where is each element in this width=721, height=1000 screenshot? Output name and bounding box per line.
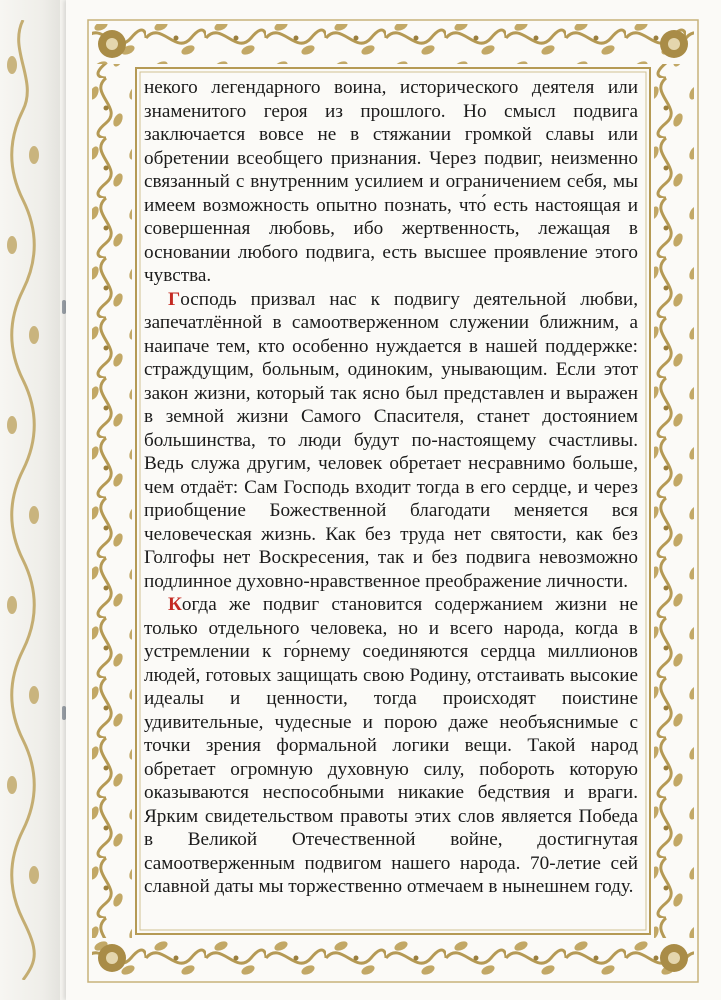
ornament-vine-left-icon (6, 20, 40, 980)
body-text (144, 76, 638, 899)
document-page (66, 0, 721, 1000)
drop-initial: Г (168, 288, 181, 310)
previous-page-edge (0, 0, 60, 1000)
paragraph-3 (144, 593, 638, 899)
paragraph-1-text: некого легендарного воина, исторического деятеля или знаменитого героя из прошлого. Но смысл подвига заключается вовсе не в стяжании громкой славы или обретении всеобщего признания. Через подвиг, неизменно связанный с внутренним усилием и ограничением себя, мы имеем возможность опытно познать, что́ есть настоящая и совершенная любовь, ибо жертвенность, лежащая в основании любого подвига, есть высшее проявление этого чувства. (144, 77, 638, 286)
drop-initial: К (168, 594, 182, 615)
paragraph-3-text: огда же подвиг становится содержанием жизни не только отдельного человека, но и всего народа, когда в устремлении к го́рнему соединяются сердца миллионов людей, готовых защищать свою Родину, отстаивать высокие идеалы и ценности, тогда происходят поистине удивительные, чудесные и порою даже необъяснимые с точки зрения формальной логики вещи. Такой народ обретает огромную духовную силу, побороть которую оказываются неспособными никакие бедствия и враги. Ярким свидетельством правоты этих слов является Победа в Великой Отечественной войне, достигнутая самоотверженным подвигом нашего народа. 70-летие сей славной даты мы торжественно отмечаем в нынешнем году. (144, 594, 638, 897)
paragraph-2-text: осподь призвал нас к подвигу деятельной любви, запечатлённой в самоотверженном служении ближним, а наипаче тем, кто особенно нуждается в нашей поддержке: страждущим, больным, одиноким, унывающим. Если этот закон жизни, который так ясно был представлен и выражен в земной жизни Самого Спасителя, станет достоянием большинства, то люди будут по-настоящему счастливы. Ведь служа другим, человек обретает несравнимо больше, чем отдаёт: Сам Господь входит тогда в его сердце, и через приобщение Божественной благодати меняется вся человеческая жизнь. Как без труда нет святости, как без Голгофы нет Воскресения, так и без подвига невозможно подлинное духовно-нравственное преображение личности. (144, 288, 638, 592)
paragraph-2 (144, 288, 638, 594)
paragraph-1 (144, 76, 638, 288)
